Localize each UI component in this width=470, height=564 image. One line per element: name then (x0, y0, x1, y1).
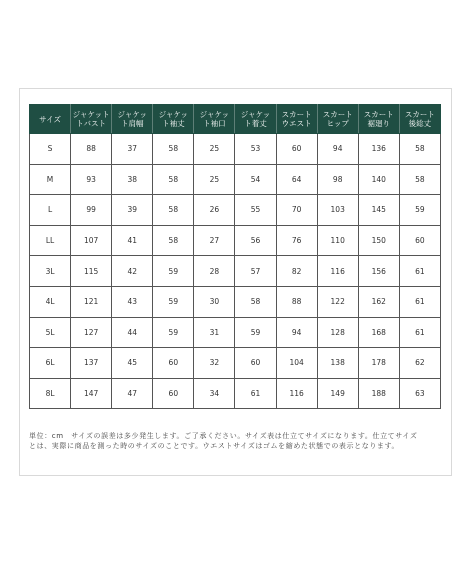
table-cell: 128 (317, 317, 358, 348)
table-cell: 121 (71, 286, 112, 317)
table-cell: 47 (112, 378, 153, 409)
table-cell: 98 (317, 164, 358, 195)
table-cell: 107 (71, 225, 112, 256)
table-cell: 70 (276, 195, 317, 226)
table-cell: 115 (71, 256, 112, 287)
table-cell: 116 (276, 378, 317, 409)
table-cell: 62 (399, 348, 440, 379)
table-cell: 58 (153, 134, 194, 165)
header-skirt-hip: スカート ヒップ (317, 105, 358, 134)
header-jacket-sleeve-length: ジャケッ ト袖丈 (153, 105, 194, 134)
header-jacket-cuff: ジャケッ ト袖口 (194, 105, 235, 134)
table-cell: 44 (112, 317, 153, 348)
table-cell: 137 (71, 348, 112, 379)
table-cell: 25 (194, 164, 235, 195)
table-header-row (30, 105, 441, 134)
table-cell: 43 (112, 286, 153, 317)
header-jacket-length: ジャケッ ト着丈 (235, 105, 276, 134)
header-skirt-hem: スカート 裾廻り (358, 105, 399, 134)
table-cell: 59 (153, 256, 194, 287)
size-table (29, 104, 441, 409)
size-note (29, 431, 445, 451)
table-cell: 39 (112, 195, 153, 226)
table-cell: 61 (399, 317, 440, 348)
header-skirt-back-length: スカート 後総丈 (399, 105, 440, 134)
table-cell: 103 (317, 195, 358, 226)
table-cell: 168 (358, 317, 399, 348)
note-line-2: とは、実際に商品を測った時のサイズのことです。ウエストサイズはゴムを縮めた状態での表示となります。 (29, 442, 400, 450)
table-cell: 61 (399, 256, 440, 287)
table-cell: 145 (358, 195, 399, 226)
table-row (30, 164, 441, 195)
table-cell: 63 (399, 378, 440, 409)
table-cell: 37 (112, 134, 153, 165)
table-row (30, 378, 441, 409)
size-label-cell: M (30, 164, 71, 195)
size-label-cell: 3L (30, 256, 71, 287)
table-cell: 88 (71, 134, 112, 165)
table-cell: 99 (71, 195, 112, 226)
table-cell: 93 (71, 164, 112, 195)
table-cell: 45 (112, 348, 153, 379)
table-cell: 156 (358, 256, 399, 287)
table-cell: 136 (358, 134, 399, 165)
table-cell: 42 (112, 256, 153, 287)
table-row (30, 195, 441, 226)
table-cell: 57 (235, 256, 276, 287)
table-cell: 58 (153, 225, 194, 256)
size-label-cell: 4L (30, 286, 71, 317)
table-row (30, 225, 441, 256)
size-label-cell: 5L (30, 317, 71, 348)
table-cell: 88 (276, 286, 317, 317)
table-row (30, 317, 441, 348)
header-jacket-shoulder: ジャケッ ト肩幅 (112, 105, 153, 134)
table-cell: 25 (194, 134, 235, 165)
table-cell: 55 (235, 195, 276, 226)
table-cell: 53 (235, 134, 276, 165)
table-cell: 60 (235, 348, 276, 379)
table-cell: 58 (399, 134, 440, 165)
header-size: サイズ (30, 105, 71, 134)
table-cell: 94 (317, 134, 358, 165)
table-cell: 122 (317, 286, 358, 317)
table-cell: 32 (194, 348, 235, 379)
table-cell: 58 (153, 164, 194, 195)
size-label-cell: 8L (30, 378, 71, 409)
table-cell: 110 (317, 225, 358, 256)
table-cell: 138 (317, 348, 358, 379)
header-jacket-bust: ジャケット トバスト (71, 105, 112, 134)
table-cell: 31 (194, 317, 235, 348)
size-label-cell: S (30, 134, 71, 165)
table-cell: 56 (235, 225, 276, 256)
table-row (30, 134, 441, 165)
table-cell: 26 (194, 195, 235, 226)
table-cell: 59 (235, 317, 276, 348)
table-cell: 140 (358, 164, 399, 195)
table-row (30, 256, 441, 287)
table-row (30, 286, 441, 317)
table-cell: 59 (153, 286, 194, 317)
table-cell: 104 (276, 348, 317, 379)
table-cell: 76 (276, 225, 317, 256)
table-cell: 94 (276, 317, 317, 348)
header-skirt-waist: スカート ウエスト (276, 105, 317, 134)
table-cell: 58 (399, 164, 440, 195)
table-cell: 34 (194, 378, 235, 409)
table-cell: 149 (317, 378, 358, 409)
note-line-1: 単位：cm サイズの誤差は多少発生します。ご了承ください。サイズ表は仕立てサイズになります。仕立てサイズ (29, 432, 418, 440)
table-cell: 60 (276, 134, 317, 165)
table-cell: 147 (71, 378, 112, 409)
table-cell: 59 (153, 317, 194, 348)
table-cell: 38 (112, 164, 153, 195)
table-cell: 61 (399, 286, 440, 317)
table-cell: 82 (276, 256, 317, 287)
table-cell: 150 (358, 225, 399, 256)
table-cell: 116 (317, 256, 358, 287)
table-cell: 58 (235, 286, 276, 317)
table-cell: 64 (276, 164, 317, 195)
size-label-cell: 6L (30, 348, 71, 379)
table-cell: 188 (358, 378, 399, 409)
table-cell: 60 (153, 378, 194, 409)
table-cell: 59 (399, 195, 440, 226)
table-cell: 127 (71, 317, 112, 348)
table-cell: 30 (194, 286, 235, 317)
table-cell: 162 (358, 286, 399, 317)
size-label-cell: L (30, 195, 71, 226)
table-cell: 178 (358, 348, 399, 379)
table-cell: 27 (194, 225, 235, 256)
table-cell: 61 (235, 378, 276, 409)
size-label-cell: LL (30, 225, 71, 256)
table-cell: 28 (194, 256, 235, 287)
table-cell: 54 (235, 164, 276, 195)
table-cell: 41 (112, 225, 153, 256)
table-cell: 60 (153, 348, 194, 379)
table-row (30, 348, 441, 379)
table-cell: 60 (399, 225, 440, 256)
table-cell: 58 (153, 195, 194, 226)
table-body (30, 134, 441, 409)
